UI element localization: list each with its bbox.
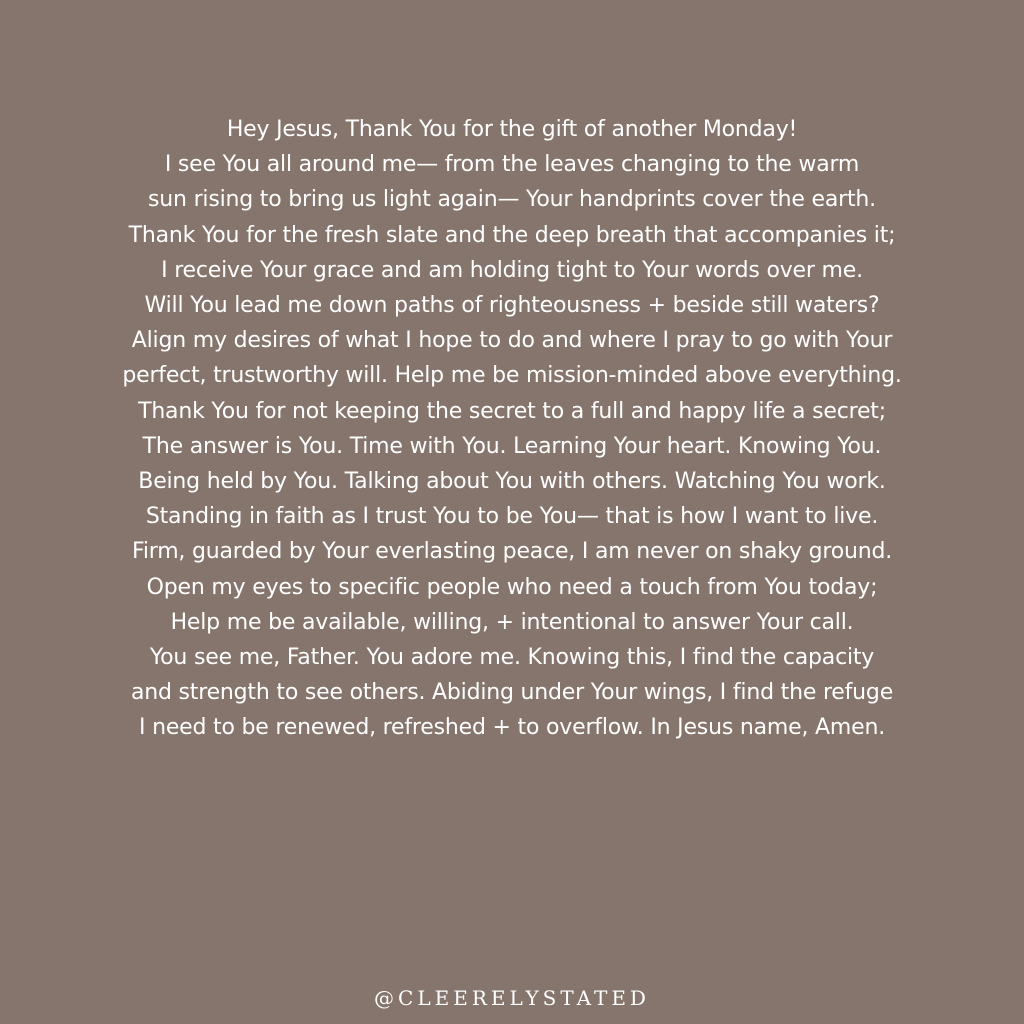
prayer-line: Will You lead me down paths of righteousness + beside still waters? [144,293,880,319]
prayer-line: sun rising to bring us light again— Your handprints cover the earth. [148,187,876,213]
prayer-line: Help me be available, willing, + intentional to answer Your call. [170,609,854,635]
prayer-text [0,112,1024,746]
prayer-line: perfect, trustworthy will. Help me be mission-minded above everything. [122,363,902,389]
prayer-line: Thank You for the fresh slate and the deep breath that accompanies it; [128,222,896,248]
prayer-line: Firm, guarded by Your everlasting peace, I am never on shaky ground. [131,539,893,565]
prayer-line: Align my desires of what I hope to do and where I pray to go with Your [131,328,893,354]
prayer-line: Being held by You. Talking about You with others. Watching You work. [138,469,886,495]
prayer-line: I receive Your grace and am holding tight to Your words over me. [161,257,863,283]
prayer-line: You see me, Father. You adore me. Knowing this, I find the capacity [149,645,875,671]
prayer-line: Standing in faith as I trust You to be You— that is how I want to live. [145,504,879,530]
prayer-line: Open my eyes to specific people who need a touch from You today; [146,574,878,600]
prayer-line: I need to be renewed, refreshed + to overflow. In Jesus name, Amen. [139,715,885,741]
prayer-line: I see You all around me— from the leaves changing to the warm [164,152,860,178]
prayer-line: Thank You for not keeping the secret to a full and happy life a secret; [138,398,886,424]
prayer-line: The answer is You. Time with You. Learning Your heart. Knowing You. [142,433,882,459]
account-handle: @CLEERELYSTATED [374,986,650,1010]
prayer-line: and strength to see others. Abiding under Your wings, I find the refuge [130,680,894,706]
prayer-line: Hey Jesus, Thank You for the gift of another Monday! [226,117,798,142]
